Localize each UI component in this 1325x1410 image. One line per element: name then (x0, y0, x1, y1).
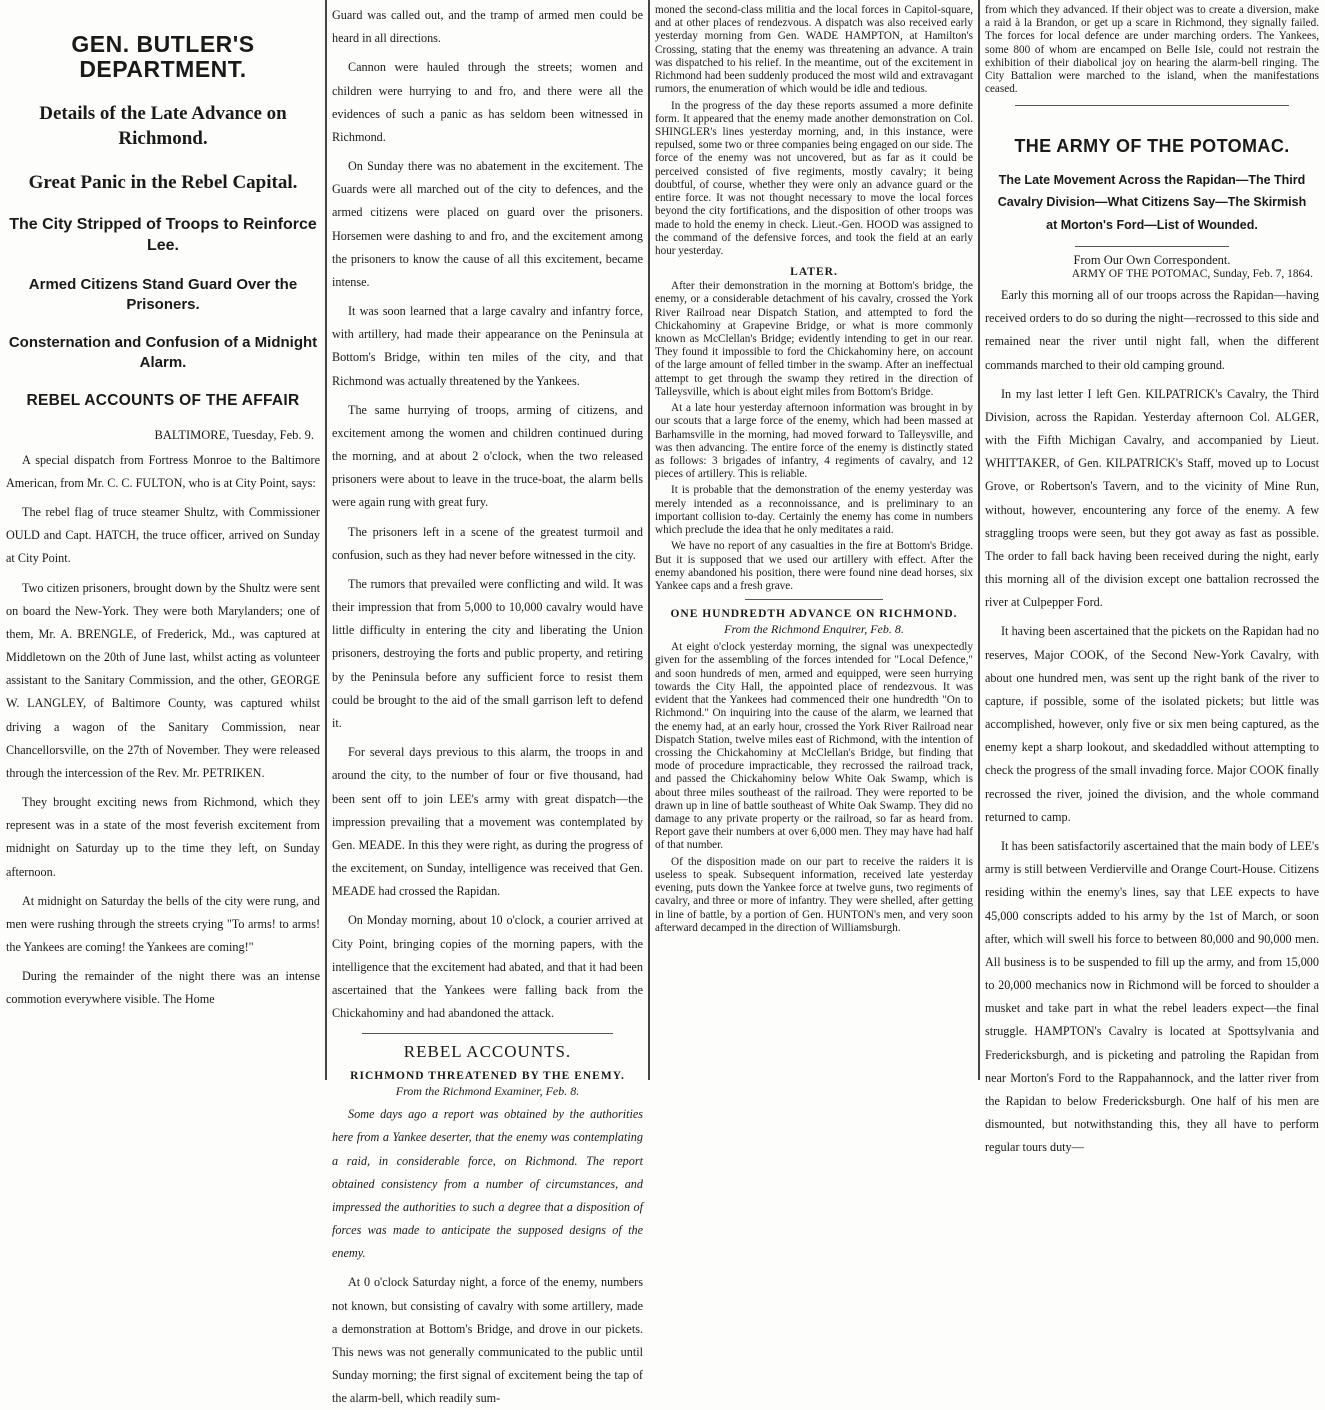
paragraph: In my last letter I left Gen. KILPATRICK's Cavalry, the Third Division, across the Rapidan. Yesterday afternoon Col. ALGER, with the Fifth Michigan Cavalry, and accompanied by Lieut. WHITTAKER, of Gen. KILPATRICK's Staff, moved up to Locust Grove, or Robertson's Tavern, and to the vicinity of Mine Run, without, however, encountering any force of the enemy. A few straggling troops were seen, but they got away as fast as possible. The order to fall back having been received during the night, early this morning all of the division except one battalion recrossed the river at Culpepper Ford. (985, 386, 1319, 610)
paragraph: The same hurrying of troops, arming of citizens, and excitement among the women and children continued during the morning, and at about 2 o'clock, when the two released prisoners were about to leave in the truce-boat, the alarm bells were again rung with great fury. (332, 402, 643, 510)
column-3 (649, 0, 979, 1080)
section-divider (1075, 246, 1229, 247)
deck-potomac: The Late Movement Across the Rapidan—The Third Cavalry Division—What Citizens Say—The Skirmish at Morton's Ford—List of Wounded. (997, 172, 1307, 232)
paragraph: It was soon learned that a large cavalry and infantry force, with artillery, had made their appearance on the Peninsula at Bottom's Bridge, within ten miles of the city, and that Richmond was actually threatened by the Yankees. (332, 304, 643, 388)
paragraph: For several days previous to this alarm, the troops in and around the city, to the number of four or five thousand, had been sent off to join LEE's army with great dispatch—the impression prevailing that a movement was contemplated by Gen. MEADE. In this they were right, as during the progress of the excitement, on Sunday, intelligence was received that Gen. MEADE had crossed the Rapidan. (332, 745, 643, 899)
source-line: From the Richmond Examiner, Feb. 8. (395, 1084, 580, 1099)
paragraph: Two citizen prisoners, brought down by the Shultz were sent on board the New-York. They were both Marylanders; one of them, Mr. A. BRENGLE, of Frederick, Md., was captured at Middletown on the 20th of June last, whilst acting as volunteer assistant to the Sanitary Commission, and the other, GEORGE W. LANGLEY, of Baltimore County, was captured whilst driving a wagon of the Sanitary Commission, near Chancellorsville, on the 27th of November. They were released through the intercession of the Rev. Mr. PETRIKEN. (6, 580, 320, 780)
paragraph: We have no report of any casualties in the fire at Bottom's Bridge. But it is supposed that we used our artillery with effect. After the enemy abandoned his position, there were found nine dead horses, six Yankee caps and a fresh grave. (655, 540, 973, 592)
correspondent-line: From Our Own Correspondent. (1073, 253, 1231, 268)
paragraph: It having been ascertained that the pickets on the Rapidan had no reserves, Major COOK, of the Second New-York Cavalry, with about one hundred men, was sent up the right bank of the river to capture, if possible, some of the isolated pickets; but little was accomplished, however, only five or six men being captured, as the enemy kept a sharp lookout, and skedaddled without attempting to check the progress of the small invading force. Major COOK finally recrossed the river, joined the division, and the whole command returned to camp. (985, 624, 1319, 824)
paragraph: Guard was called out, and the tramp of armed men could be heard in all directions. (332, 8, 643, 46)
column-1 (0, 0, 326, 1080)
paragraph: The prisoners left in a scene of the greatest turmoil and confusion, such as they had never before witnessed in the city. (332, 524, 643, 562)
section-title: REBEL ACCOUNTS. (403, 1042, 572, 1062)
paragraph: At 0 o'clock Saturday night, a force of the enemy, numbers not known, but consisting of cavalry with some artillery, made a demonstration at Bottom's Bridge, and drove in our pickets. This news was not generally communicated to the public until Sunday morning; the first signal of excitement being the tap of the alarm-bell, which readily sum- (332, 1275, 643, 1406)
subhead-rebel-accounts: REBEL ACCOUNTS OF THE AFFAIR (26, 391, 300, 409)
headline-potomac: THE ARMY OF THE POTOMAC. (1014, 135, 1290, 156)
section-later: LATER. (790, 266, 838, 279)
paragraph: A special dispatch from Fortress Monroe to the Baltimore American, from Mr. C. C. FULTON, who is at City Point, says: (6, 452, 320, 490)
section-divider (1015, 105, 1289, 106)
section-subtitle: RICHMOND THREATENED BY THE ENEMY. (350, 1070, 625, 1083)
paragraph: During the remainder of the night there was an intense commotion everywhere visible. The Home (6, 969, 320, 1007)
paragraph: On Monday morning, about 10 o'clock, a courier arrived at City Point, bringing copies of the morning papers, with the intelligence that the excitement had abated, and that it had been ascertained that the Yankees were falling back from the Chickahominy and had abandoned the attack. (332, 913, 643, 1021)
deck-5: Consternation and Confusion of a Midnight Alarm. (8, 334, 318, 372)
dateline: ARMY OF THE POTOMAC, Sunday, Feb. 7, 1864. (1071, 268, 1313, 281)
section-divider (362, 1033, 613, 1034)
paragraph: At eight o'clock yesterday morning, the signal was unexpectedly given for the assembling of the forces intended for "Local Defence," and soon hundreds of men, armed and equipped, were seen hurrying towards the City Hall, the appointed place of rendezvous. It was evident that the Yankees had commenced their one hundredth "On to Richmond." On inquiring into the cause of the alarm, we learned that the enemy had, at an early hour, crossed the York River Railroad near Dispatch Station, twelve miles east of Richmond, with the intention of crossing the Chickahominy at McClellan's Bridge, but finding that mode of procedure impracticable, they recrossed the railroad track, and passed the Chickahominy below White Oak Swamp, which is about three miles southeast of the railroad. They were reported to be drawn up in line of battle southeast of White Oak Swamp. They did no damage to any private property or the railroad, so far as heard from. Report gave their numbers at over 6,000 men. They may have had half of that number. (655, 641, 973, 852)
paragraph: It is probable that the demonstration of the enemy yesterday was merely intended as a reconnoissance, and is preliminary to an important collision to-day. Certainly the enemy has come in numbers which preclude the idea that he only meditates a raid. (655, 484, 973, 537)
paragraph: In the progress of the day these reports assumed a more definite form. It appeared that the enemy made another demonstration on Col. SHINGLER's lines yesterday morning, and, in this instance, were repulsed, some two or three companies being engaged on our side. The force of the enemy was not uncovered, but as far as it could be perceived consisted of five regiments, mostly cavalry; it being doubtful, of course, whether they were only an advance guard or the entire force. It was not thought necessary to move the local forces beyond the city fortifications, and the disposition of other troops was made to hold the enemy in check. Lieut.-Gen. HOOD was assigned to the command of the defensive forces, and took the field at an early hour yesterday. (655, 99, 973, 257)
paragraph: Cannon were hauled through the streets; women and children were hurrying to and fro, and there were all the evidences of such a panic as has seldom been witnessed in Richmond. (332, 60, 643, 144)
deck-2: Great Panic in the Rebel Capital. (28, 171, 298, 193)
paragraph: At midnight on Saturday the bells of the city were rung, and men were rushing through the streets crying "To arms! to arms! the Yankees are coming! the Yankees are coming!" (6, 893, 320, 955)
paragraph: from which they advanced. If their object was to create a diversion, make a raid à la Brandon, or get up a scare in Richmond, they signally failed. The forces for local defence are under marching orders. The Yankees, some 800 of whom are encamped on Belle Isle, could not restrain the exhibition of their diabolical joy on hearing the alarm-bell ringing. The City Battalion were marched to the island, when the manifestations ceased. (985, 4, 1319, 96)
paragraph: moned the second-class militia and the local forces in Capitol-square, and at other places of rendezvous. A dispatch was also received early yesterday morning from Gen. WADE HAMPTON, at Hamilton's Crossing, stating that the enemy was threatening an advance. A train was dispatched to his relief. In the meantime, out of the excitement in Richmond had been suddenly produced the most wild and extravagant rumors, the enumeration of which would be idle and tedious. (655, 4, 973, 96)
paragraph: It has been satisfactorily ascertained that the main body of LEE's army is still between Verdierville and Orange Court-House. Citizens residing within the enemy's lines, say that LEE expects to have 45,000 conscripts added to his army by the 1st of March, or soon after, which will swell his force to between 80,000 and 90,000 men. All business is to be suspended to fill up the army, and from 15,000 to 20,000 mechanics now in Richmond will be forced to shoulder a musket and take part in what the rebel leaders expect—the final struggle. HAMPTON's Cavalry is located at Spottsylvania and Fredericksburgh, and is picketing and patroling the Rapidan from near Morton's Ford to the Rappahannock, and the latter river from the Rapidan to below Fredericksburgh. One half of his men are dismounted, but notwithstanding this, they all have to perform regular tours duty— (985, 838, 1319, 1155)
paragraph: On Sunday there was no abatement in the excitement. The Guards were all marched out of the city to defences, and the armed citizens were placed on guard over the prisoners. Horsemen were dashing to and fro, and the excitement among the prisoners to know the cause of all this excitement, became intense. (332, 159, 643, 289)
dateline: BALTIMORE, Tuesday, Feb. 9. (154, 427, 314, 442)
paragraph: Early this morning all of our troops across the Rapidan—having received orders to do so during the night—recrossed to this side and remained near the river until night fall, when the different commands marched to their old camping ground. (985, 288, 1319, 372)
section-divider (745, 599, 883, 600)
source-line: From the Richmond Enquirer, Feb. 8. (724, 622, 904, 637)
deck-3: The City Stripped of Troops to Reinforce Lee. (9, 215, 317, 255)
paragraph: After their demonstration in the morning at Bottom's bridge, the enemy, or a considerable detachment of his cavalry, crossed the York River Railroad near Dispatch Station, and attempted to ford the Chickahominy at Grapevine Bridge, or what is more commonly known as McClellan's Bridge; evidently intending to get in our rear. They found it impossible to ford the Chickahominy here, on account of the large amount of felled timber in the swamp. After an ineffectual attempt to get through the swamp they retired in the direction of Talleysville, which is about eight miles from Bottom's Bridge. (655, 280, 973, 398)
paragraph: They brought exciting news from Richmond, which they represent was in a state of the most feverish excitement from midnight on Saturday up to the time they left, on Sunday afternoon. (6, 795, 320, 879)
paragraph: Of the disposition made on our part to receive the raiders it is useless to speak. Subsequent information, received late yesterday evening, puts down the Yankee force at twelve guns, two regiments of cavalry, and three or more of infantry. They were shelled, after getting in line of battle, by a portion of Gen. HUNTON's men, and very soon afterward decamped in the direction of Williamsburgh. (655, 855, 973, 934)
paragraph: Some days ago a report was obtained by the authorities here from a Yankee deserter, that the enemy was contemplating a raid, in considerable force, on Richmond. The report obtained consistency from a number of circumstances, and impressed the authorities to such a degree that a disposition of forces was made to anticipate the supposed designs of the enemy. (332, 1107, 643, 1261)
deck-4: Armed Citizens Stand Guard Over the Prisoners. (28, 275, 298, 313)
paragraph: At a late hour yesterday afternoon information was brought in by our scouts that a large force of the enemy, which had been massed at Barhamsville in the morning, had moved forward to Talleysville, and was then advancing. The entire force of the enemy is distinctly stated as follows: 3 brigades of infantry, 4 regiments of cavalry, and 12 pieces of artillery. This is reliable. (655, 402, 973, 481)
paragraph: The rumors that prevailed were conflicting and wild. It was their impression that from 5,000 to 10,000 cavalry would have little difficulty in entering the city and liberating the Union prisoners, destroying the forts and public property, and retiring by the Peninsula before any sufficient force to resist them could be brought to the aid of the small garrison left to defend it. (332, 576, 643, 730)
paragraph: The rebel flag of truce steamer Shultz, with Commissioner OULD and Capt. HATCH, the truce officer, arrived on Sunday at City Point. (6, 505, 320, 566)
deck-1: Details of the Late Advance on Richmond. (39, 102, 287, 150)
column-2 (326, 0, 649, 1406)
headline-butler: GEN. BUTLER'S DEPARTMENT. (71, 31, 255, 83)
section-title: ONE HUNDREDTH ADVANCE ON RICHMOND. (670, 608, 958, 621)
column-4 (979, 0, 1325, 1155)
